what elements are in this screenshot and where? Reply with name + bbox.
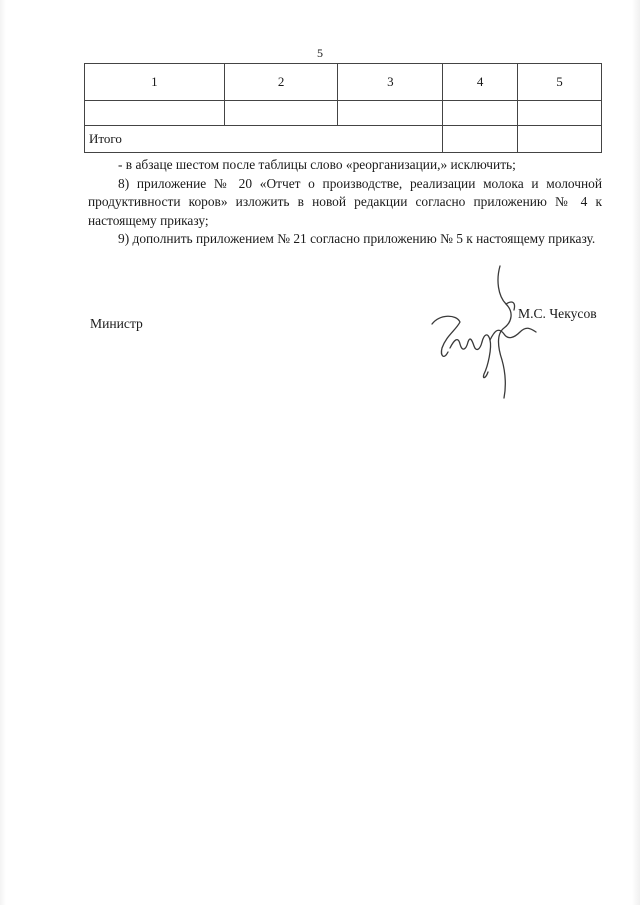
- table-cell: [518, 126, 602, 153]
- table-header-row: [85, 64, 602, 101]
- paragraph-abzac: - в абзаце шестом после таблицы слово «реорганизации,» исключить;: [118, 157, 516, 172]
- table-header-cell: 2: [224, 64, 338, 101]
- summary-table: [84, 63, 602, 153]
- signer-name: М.С. Чекусов: [518, 306, 597, 321]
- table-header-cell: 3: [338, 64, 443, 101]
- table-total-row: [85, 126, 602, 153]
- table-cell: [224, 101, 338, 126]
- table-cell: [443, 101, 518, 126]
- page-number: 5: [317, 46, 323, 60]
- handwritten-signature: [426, 256, 542, 402]
- total-label: Итого: [85, 126, 443, 153]
- paragraph-item-8: 8) приложение № 20 «Отчет о производстве, реализации молока и молочной продуктивности коров» изложить в новой редакции согласно приложению № 4 к настоящему приказу;: [88, 175, 602, 228]
- table-header-cell: 4: [443, 64, 518, 101]
- table-cell: [338, 101, 443, 126]
- table-header-cell: 5: [518, 64, 602, 101]
- table-header-cell: 1: [85, 64, 225, 101]
- amendment-text: [88, 156, 602, 249]
- paragraph-item-9: 9) дополнить приложением № 21 согласно приложению № 5 к настоящему приказу.: [118, 231, 596, 246]
- table-cell: [443, 126, 518, 153]
- table-row: [85, 101, 602, 126]
- table-cell: [85, 101, 225, 126]
- position-title: Министр: [90, 316, 143, 331]
- table-cell: [518, 101, 602, 126]
